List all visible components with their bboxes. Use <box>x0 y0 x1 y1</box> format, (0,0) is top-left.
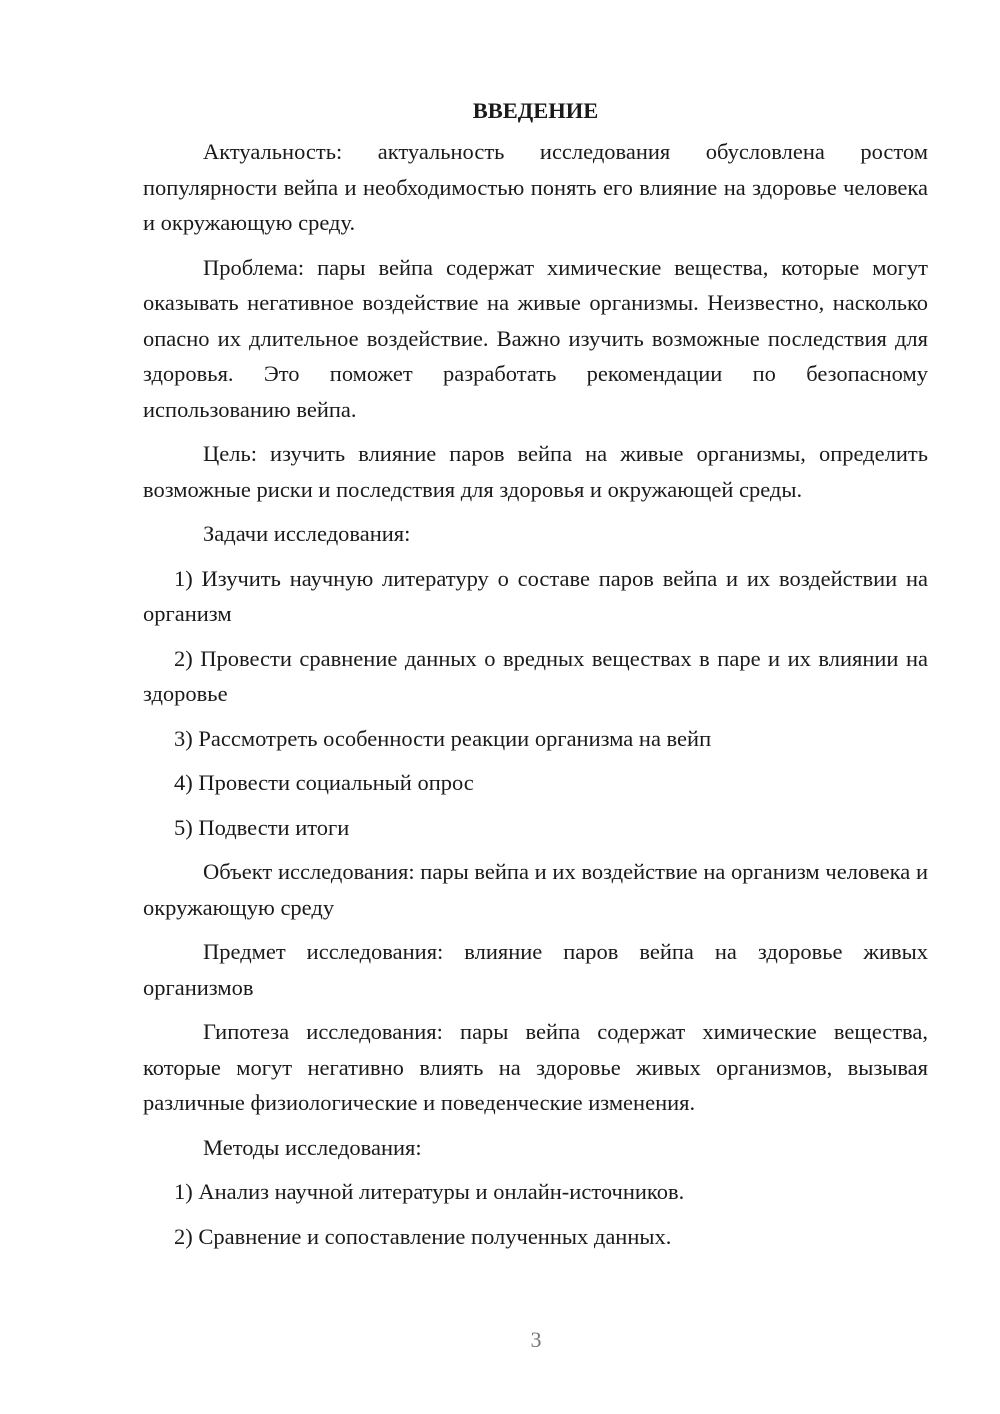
problem-paragraph: Проблема: пары вейпа содержат химические вещества, которые могут оказывать негативное воздействие на живые организмы. Неизвестно, насколько опасно их длительное воздействие. Важно изучить возможные последствия для здоровья. Это поможет разработать рекомендации по безопасному использованию вейпа. <box>143 254 928 422</box>
task-item: 2) Провести сравнение данных о вредных веществах в паре и их влиянии на здоровье <box>143 645 928 706</box>
object-paragraph: Объект исследования: пары вейпа и их воздействие на организм человека и окружающую среду <box>143 859 928 920</box>
task-item: 4) Провести социальный опрос <box>174 770 474 795</box>
task-item: 5) Подвести итоги <box>174 814 350 840</box>
page-content <box>143 93 928 1263</box>
goal-paragraph: Цель: изучить влияние паров вейпа на живые организмы, определить возможные риски и последствия для здоровья и окружающей среды. <box>143 441 928 502</box>
methods-heading: Методы исследования: <box>203 1134 422 1160</box>
tasks-heading: Задачи исследования: <box>203 521 411 546</box>
hypothesis-paragraph: Гипотеза исследования: пары вейпа содержат химические вещества, которые могут негативно влиять на здоровье живых организмов, вызывая различные физиологические и поведенческие изменения. <box>143 1019 928 1115</box>
section-title: ВВЕДЕНИЕ <box>472 98 599 123</box>
method-item: 1) Анализ научной литературы и онлайн-источников. <box>174 1179 685 1204</box>
page-number: 3 <box>530 1327 542 1352</box>
task-item: 1) Изучить научную литературу о составе паров вейпа и их воздействии на организм <box>143 565 928 626</box>
subject-paragraph: Предмет исследования: влияние паров вейпа на здоровье живых организмов <box>143 939 928 1000</box>
task-item: 3) Рассмотреть особенности реакции организма на вейп <box>174 725 712 751</box>
relevance-paragraph: Актуальность: актуальность исследования обусловлена ростом популярности вейпа и необходимостью понять его влияние на здоровье человека и окружающую среду. <box>143 139 928 235</box>
method-item: 2) Сравнение и сопоставление полученных данных. <box>174 1223 672 1249</box>
